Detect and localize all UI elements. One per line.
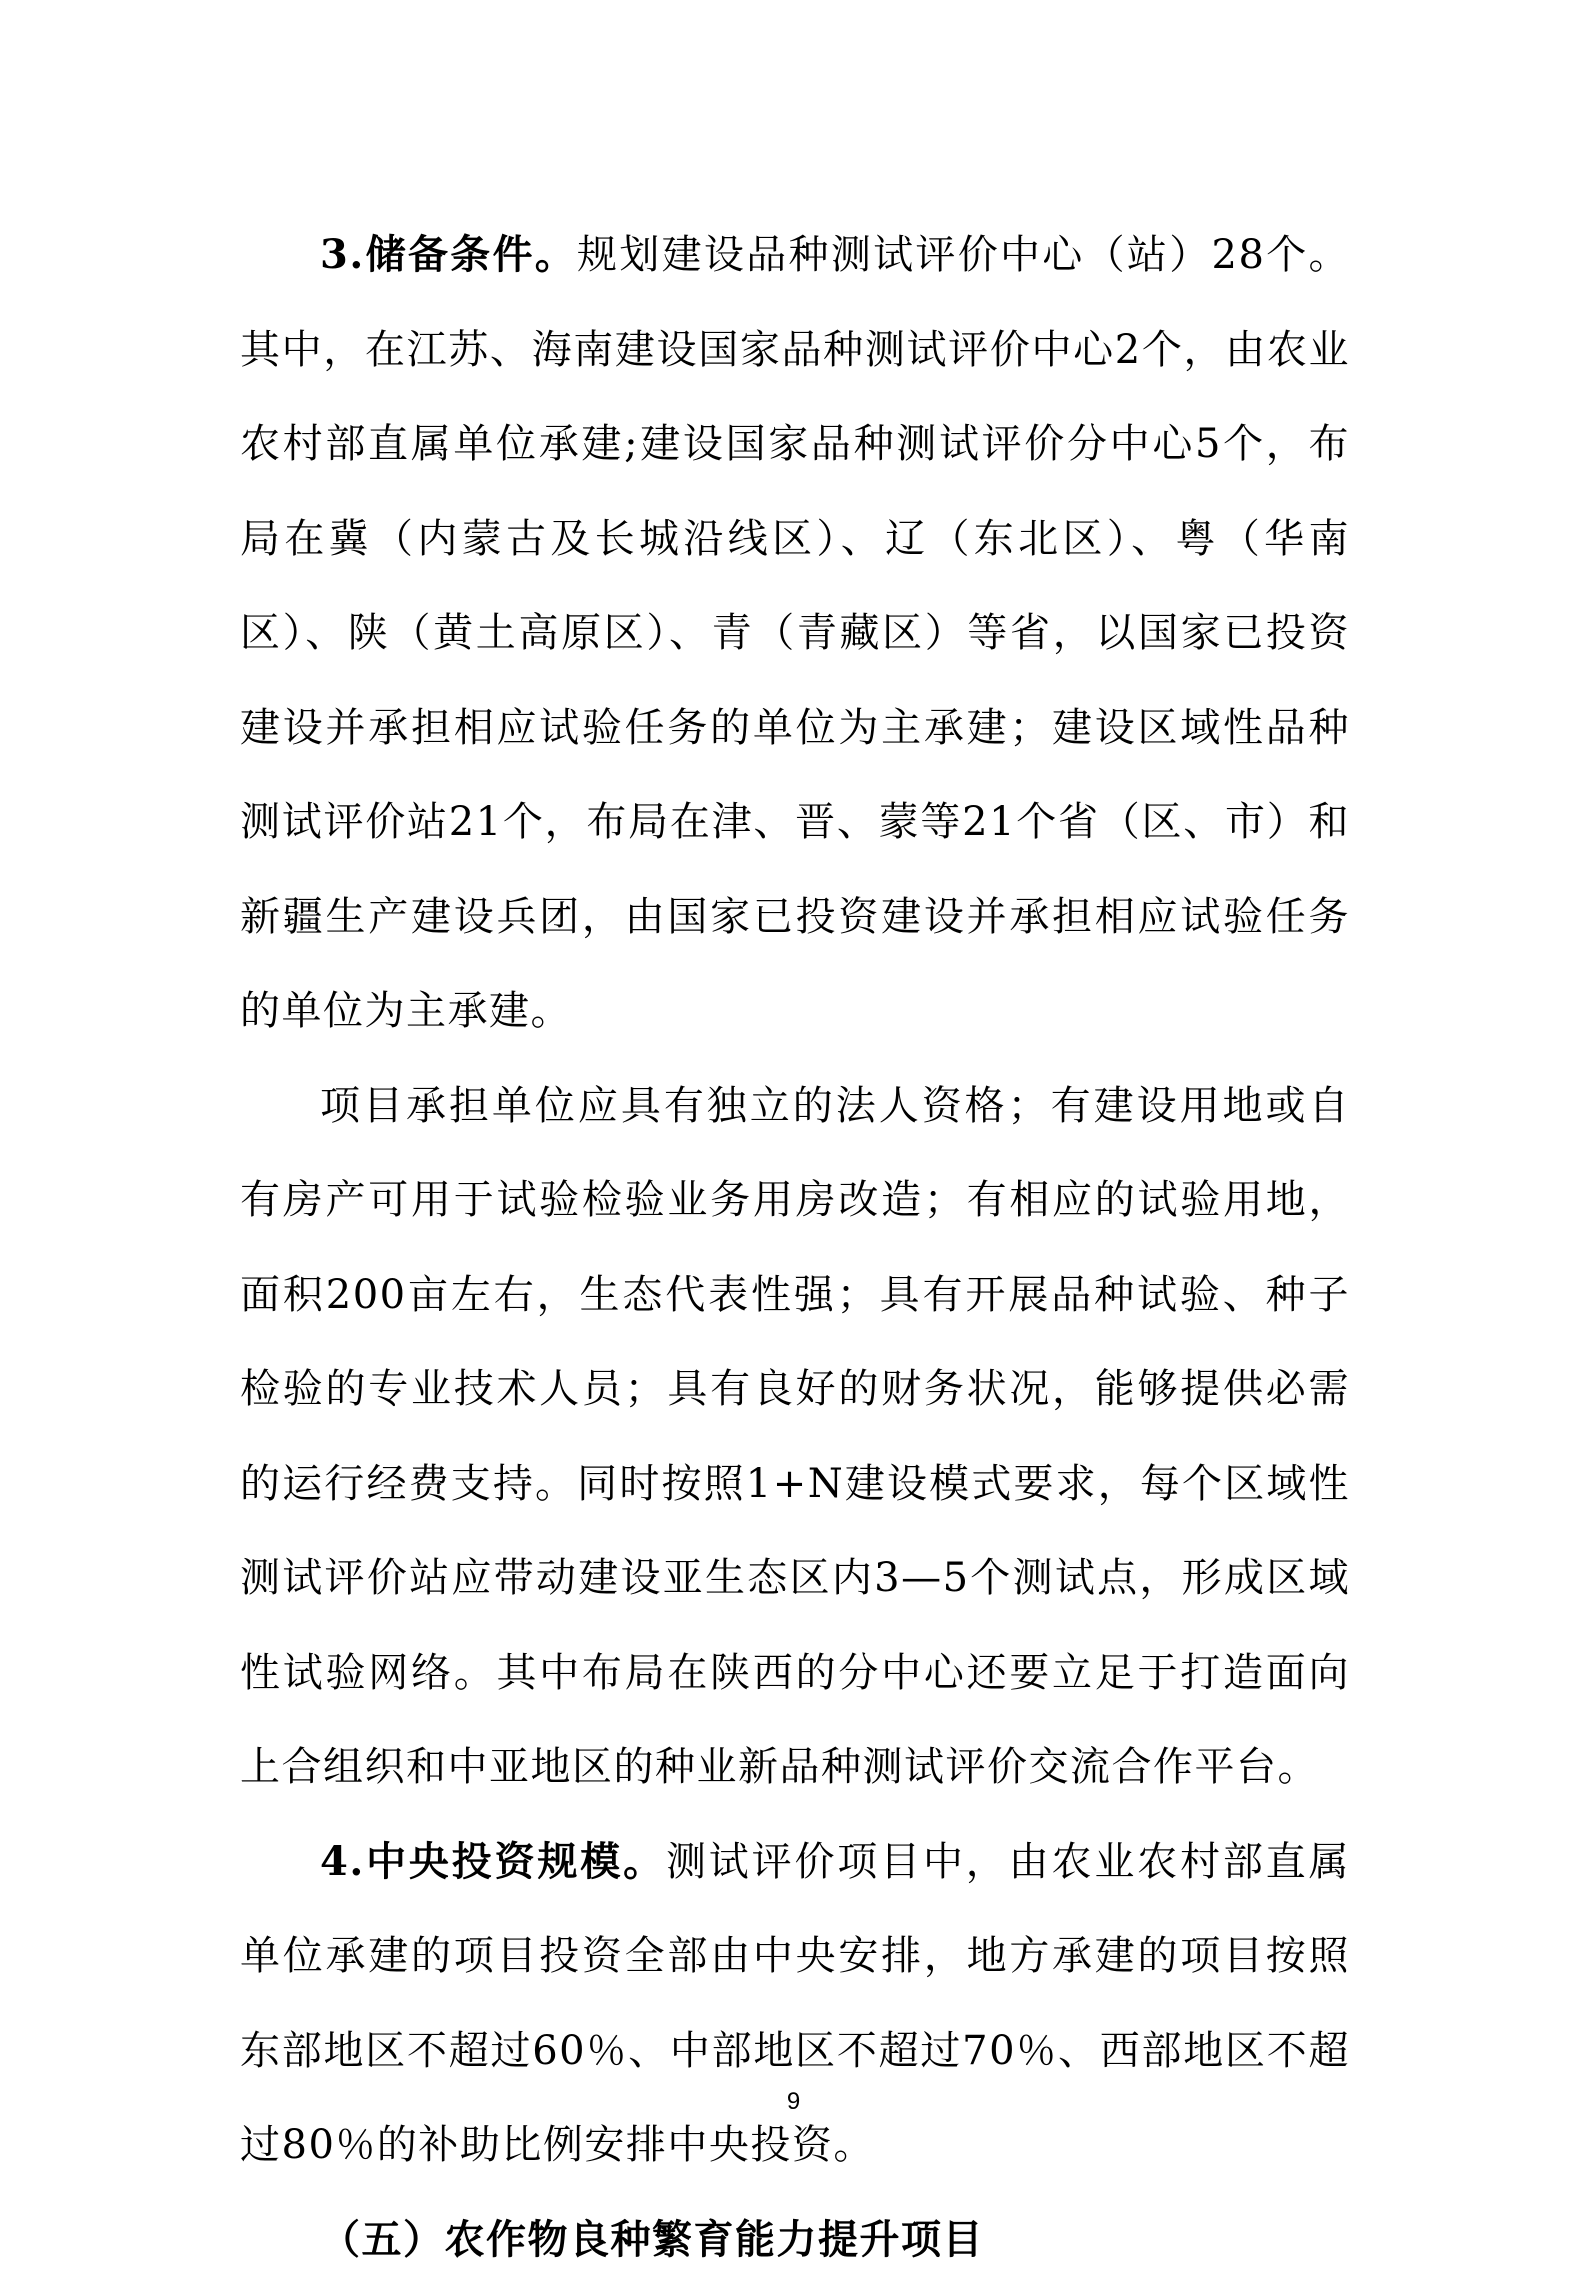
section-heading: （五）农作物良种繁育能力提升项目 [240,2193,1350,2287]
paragraph-text: 规划建设品种测试评价中心（站）28个。其中，在江苏、海南建设国家品种测试评价中心2个，由农业农村部直属单位承建;建设国家品种测试评价分中心5个，布局在冀（内蒙古及长城沿线区）、辽（东北区）、粤（华南区）、陕（黄土高原区）、青（青藏区）等省，以国家已投资建设并承担相应试验任务的单位为主承建；建设区域性品种测试评价站21个，布局在津、晋、蒙等21个省（区、市）和新疆生产建设兵团，由国家已投资建设并承担相应试验任务的单位为主承建。 [240,232,1350,1034]
page-number: 9 [0,2088,1587,2116]
paragraph-central-investment [240,1815,1350,2193]
paragraph-unit-requirements [240,1059,1350,1815]
paragraph-lead: 3.储备条件。 [320,231,577,278]
paragraph-text: 测试评价项目中，由农业农村部直属单位承建的项目投资全部由中央安排，地方承建的项目按照东部地区不超过60％、中部地区不超过70％、西部地区不超过80％的补助比例安排中央投资。 [240,1839,1350,2169]
paragraph-reserve-conditions [240,208,1350,1059]
paragraph-lead: 4.中央投资规模。 [320,1838,666,1885]
paragraph-text: 项目承担单位应具有独立的法人资格；有建设用地或自有房产可用于试验检验业务用房改造；有相应的试验用地，面积200亩左右，生态代表性强；具有开展品种试验、种子检验的专业技术人员；具有良好的财务状况，能够提供必需的运行经费支持。同时按照1+N建设模式要求，每个区域性测试评价站应带动建设亚生态区内3—5个测试点，形成区域性试验网络。其中布局在陕西的分中心还要立足于打造面向上合组织和中亚地区的种业新品种测试评价交流合作平台。 [240,1083,1350,1791]
page-body [240,208,1350,2287]
